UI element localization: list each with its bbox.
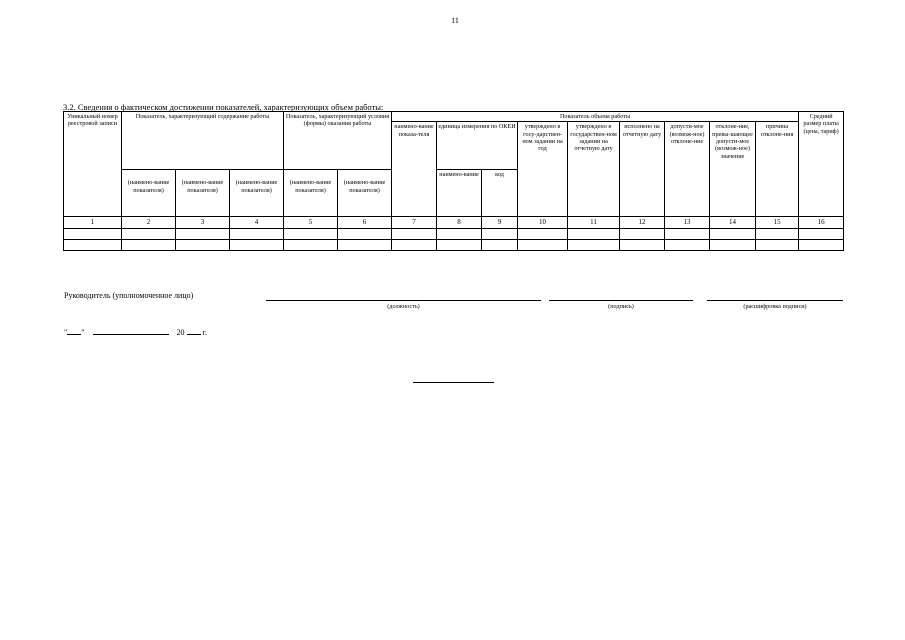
column-number: 4 xyxy=(230,217,284,228)
column-number: 10 xyxy=(518,217,568,228)
section-title: 3.2. Сведения о фактическом достижении показателей, характеризующих объем работы: xyxy=(63,102,384,112)
column-number: 1 xyxy=(64,217,122,228)
table-cell[interactable] xyxy=(230,239,284,250)
column-number: 14 xyxy=(710,217,756,228)
table-cell[interactable] xyxy=(122,239,176,250)
year-suffix: г. xyxy=(202,328,207,337)
column-number: 2 xyxy=(122,217,176,228)
subheader-content-name-3: (наимено-вание показателя) xyxy=(230,170,284,217)
signature-decode-line[interactable] xyxy=(707,300,843,301)
signature-caption: (подпись) xyxy=(608,303,634,310)
table-cell[interactable] xyxy=(756,228,799,239)
column-number: 6 xyxy=(338,217,392,228)
quote-open: " xyxy=(64,328,68,337)
column-number: 15 xyxy=(756,217,799,228)
signature-line[interactable] xyxy=(549,300,693,301)
subheader-content-name-2: (наимено-вание показателя) xyxy=(176,170,230,217)
table-cell[interactable] xyxy=(710,239,756,250)
header-indicator-name: наимено-вание показа-теля xyxy=(392,122,437,217)
page-number: 11 xyxy=(451,16,459,25)
table-cell[interactable] xyxy=(568,239,620,250)
column-number: 7 xyxy=(392,217,437,228)
table-cell[interactable] xyxy=(710,228,756,239)
header-executed: исполнено на отчетную дату xyxy=(620,122,665,217)
column-number: 3 xyxy=(176,217,230,228)
position-line[interactable] xyxy=(266,300,541,301)
header-approved-report-date: утверждено в государствен-ном задании на отчетную дату xyxy=(568,122,620,217)
table-cell[interactable] xyxy=(568,228,620,239)
table-cell[interactable] xyxy=(620,228,665,239)
table-cell[interactable] xyxy=(620,239,665,250)
header-average-fee: Средний размер платы (цена, тариф) xyxy=(799,112,844,217)
subheader-condition-name-1: (наимено-вание показателя) xyxy=(284,170,338,217)
header-content-indicator: Показатель, характеризующий содержание работы xyxy=(122,112,284,170)
column-number: 12 xyxy=(620,217,665,228)
table-row xyxy=(64,239,844,250)
table-cell[interactable] xyxy=(437,239,482,250)
table-cell[interactable] xyxy=(284,228,338,239)
header-condition-indicator: Показатель, характеризующий условия (формы) оказания работы xyxy=(284,112,392,170)
table-cell[interactable] xyxy=(64,228,122,239)
table-cell[interactable] xyxy=(176,228,230,239)
column-number: 5 xyxy=(284,217,338,228)
table-row xyxy=(64,228,844,239)
table-cell[interactable] xyxy=(64,239,122,250)
header-deviation-reason: причина отклоне-ния xyxy=(756,122,799,217)
table-cell[interactable] xyxy=(665,239,710,250)
header-approved-year: утверждено в госу-дарствен-ном задании на год xyxy=(518,122,568,217)
signature-label: Руководитель (уполномоченное лицо) xyxy=(64,291,194,300)
header-volume-indicator: Показатель объема работы xyxy=(392,112,799,122)
subheader-unit-name: наимено-вание xyxy=(437,170,482,217)
subheader-content-name-1: (наимено-вание показателя) xyxy=(122,170,176,217)
volume-indicators-table xyxy=(63,111,844,251)
table-cell[interactable] xyxy=(392,228,437,239)
end-divider xyxy=(413,382,494,383)
header-allowed-deviation: допусти-мое (возмож-ное) отклоне-ние xyxy=(665,122,710,217)
table-cell[interactable] xyxy=(284,239,338,250)
table-cell[interactable] xyxy=(122,228,176,239)
table-cell[interactable] xyxy=(437,228,482,239)
column-number: 16 xyxy=(799,217,844,228)
table-cell[interactable] xyxy=(518,228,568,239)
table-cell[interactable] xyxy=(799,239,844,250)
table-cell[interactable] xyxy=(756,239,799,250)
signature-decode-caption: (расшифровка подписи) xyxy=(743,303,807,310)
column-number: 8 xyxy=(437,217,482,228)
table-cell[interactable] xyxy=(392,239,437,250)
column-number: 9 xyxy=(482,217,518,228)
quote-close: " xyxy=(81,328,85,337)
table-cell[interactable] xyxy=(338,239,392,250)
subheader-unit-code: код xyxy=(482,170,518,217)
table-cell[interactable] xyxy=(482,228,518,239)
header-registry-number: Уникальный номер реестровой записи xyxy=(64,112,122,217)
table-cell[interactable] xyxy=(665,228,710,239)
year-prefix: 20 xyxy=(176,328,185,337)
position-caption: (должность) xyxy=(387,303,420,310)
date-line xyxy=(64,326,207,337)
table-cell[interactable] xyxy=(518,239,568,250)
column-number: 11 xyxy=(568,217,620,228)
table-cell[interactable] xyxy=(338,228,392,239)
day-field[interactable] xyxy=(67,326,81,335)
header-deviation-exceeding: отклоне-ние, превы-шающее допусти-мое (возмож-ное) значение xyxy=(710,122,756,217)
month-field[interactable] xyxy=(93,326,169,335)
table-cell[interactable] xyxy=(230,228,284,239)
year-field[interactable] xyxy=(187,326,201,335)
header-unit-okei: единица измерения по ОКЕИ xyxy=(437,122,518,170)
table-cell[interactable] xyxy=(176,239,230,250)
table-cell[interactable] xyxy=(799,228,844,239)
subheader-condition-name-2: (наимено-вание показателя) xyxy=(338,170,392,217)
column-number: 13 xyxy=(665,217,710,228)
table-cell[interactable] xyxy=(482,239,518,250)
